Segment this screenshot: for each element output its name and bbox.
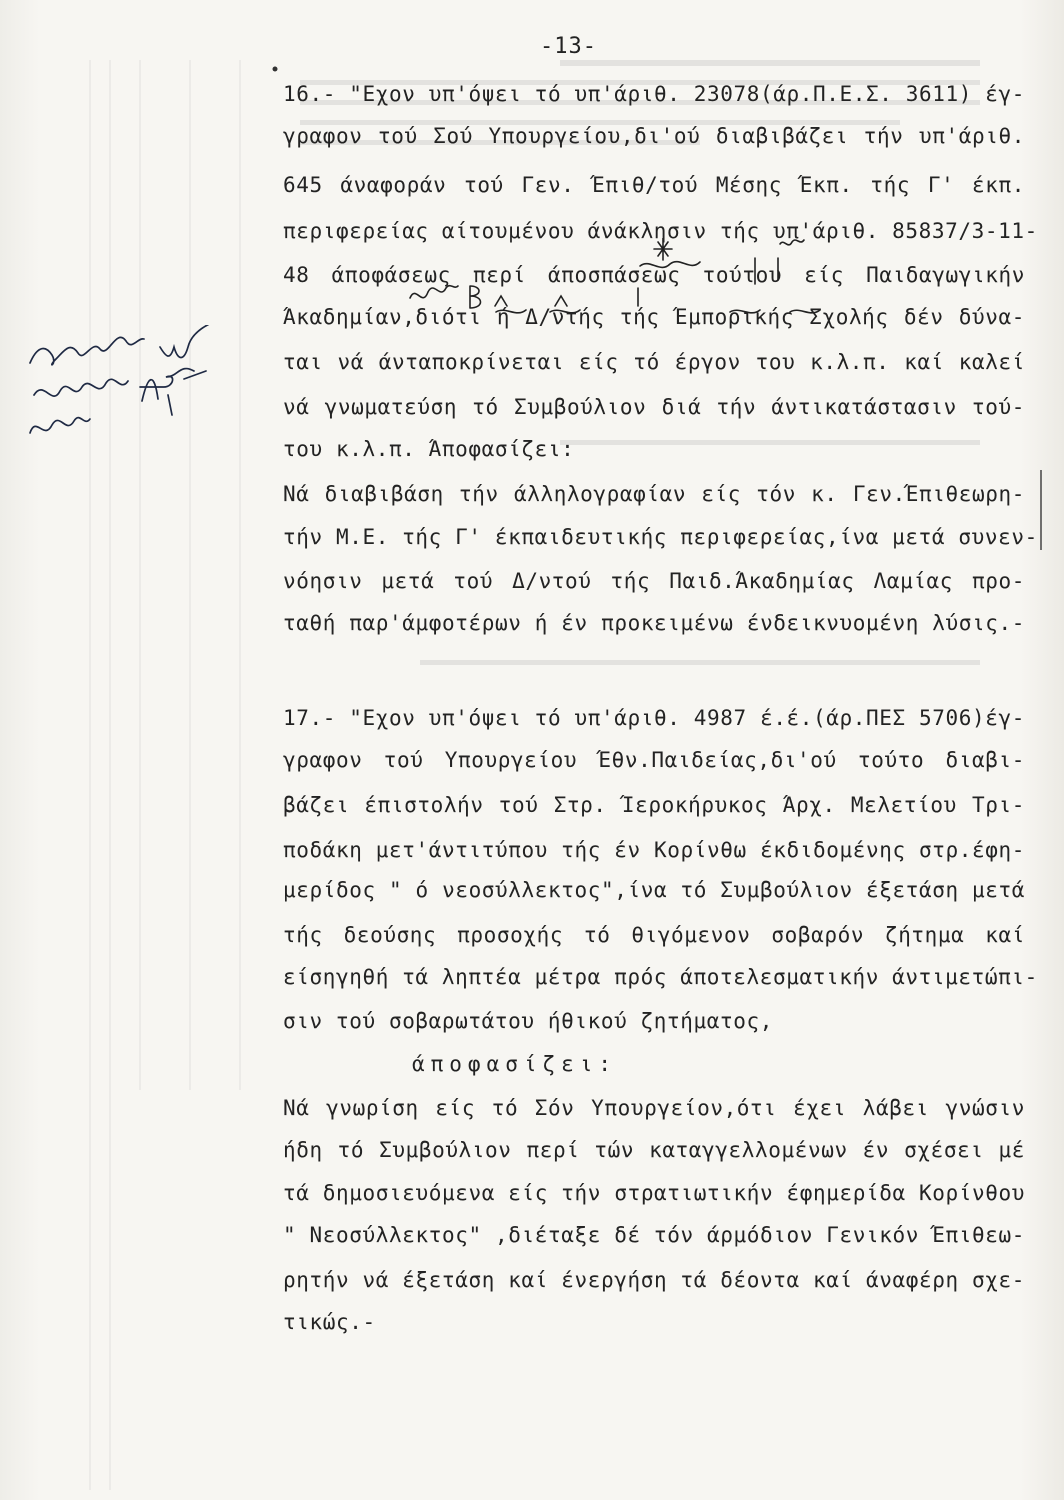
item-17-line: 17.- "Εχον υπ'όψει τό υπ'άριθ. 4987 έ.έ.(άρ.ΠΕΣ 5706)έγ- xyxy=(283,706,1025,730)
item-17-line: ποδάκη μετ'άντιτύπου τής έν Κορίνθω έκδιδομένης στρ.έφη- xyxy=(283,838,1025,862)
item-16-line: 16.- "Εχον υπ'όψει τό υπ'άριθ. 23078(άρ.Π.Ε.Σ. 3611) έγ- xyxy=(283,82,1025,106)
item-16-line: Νά διαβιβάση τήν άλληλογραφίαν είς τόν κ. Γεν.Έπιθεωρη- xyxy=(283,482,1025,506)
item-16-line: γραφον τού Σού Υπουργείου,δι'ού διαβιβάζει τήν υπ'άριθ. xyxy=(283,124,1025,148)
item-17-line: γραφον τού Υπουργείου Έθν.Παιδείας,δι'ού τούτο διαβι- xyxy=(283,748,1025,772)
item-17-decision-line: τά δημοσιευόμενα είς τήν στρατιωτικήν έφημερίδα Κορίνθου xyxy=(283,1181,1025,1205)
item-16-line: Άκαδημίαν,διότι ή Δ/ντής τής Έμπορικής Σχολής δέν δύνα- xyxy=(283,305,1025,329)
item-17-line: τής δεούσης προσοχής τό θιγόμενον σοβαρόν ζήτημα καί xyxy=(283,923,1025,947)
page-number: -13- xyxy=(540,34,597,59)
item-17-decision-line: ρητήν νά έξετάση καί ένεργήση τά δέοντα καί άναφέρη σχε- xyxy=(283,1268,1025,1292)
item-17-decision-line: ήδη τό Συμβούλιον περί τών καταγγελλομένων έν σχέσει μέ xyxy=(283,1138,1025,1162)
item-16-line: ται νά άνταποκρίνεται είς τό έργον του κ.λ.π. καί καλεί xyxy=(283,350,1025,374)
item-16-line: νόησιν μετά τού Δ/ντού τής Παιδ.Άκαδημίας Λαμίας προ- xyxy=(283,569,1025,593)
item-16-line: του κ.λ.π. Άποφασίζει: xyxy=(283,437,575,461)
item-17-decision-line: " Νεοσύλλεκτος" ,διέταξε δέ τόν άρμόδιον Γενικόν Έπιθεω- xyxy=(283,1223,1025,1247)
decision-heading: άποφασίζει: xyxy=(412,1052,618,1076)
item-17-decision-line: Νά γνωρίση είς τό Σόν Υπουργείον,ότι έχει λάβει γνώσιν xyxy=(283,1096,1025,1120)
handwritten-corrections xyxy=(400,238,830,338)
item-16-line: περιφερείας αίτουμένου άνάκλησιν τής υπ'άριθ. 85837/3-11- xyxy=(283,219,1038,243)
item-16-line: νά γνωματεύση τό Συμβούλιον διά τήν άντικατάστασιν τού- xyxy=(283,395,1025,419)
item-16-line: 48 άποφάσεως περί άποσπάσεως τούτου είς Παιδαγωγικήν xyxy=(283,263,1025,287)
handwritten-margin-note xyxy=(22,325,222,455)
ink-speck xyxy=(268,62,282,76)
item-17-decision-line: τικώς.- xyxy=(283,1310,376,1334)
item-16-line: ταθή παρ'άμφοτέρων ή έν προκειμένω ένδεικνυομένη λύσις.- xyxy=(283,611,1025,635)
item-17-line: βάζει έπιστολήν τού Στρ. Ίεροκήρυκος Άρχ. Μελετίου Τρι- xyxy=(283,793,1025,817)
item-17-line: είσηγηθή τά ληπτέα μέτρα πρός άποτελεσματικήν άντιμετώπι- xyxy=(283,965,1038,989)
item-16-line: 645 άναφοράν τού Γεν. Έπιθ/τού Μέσης Έκπ. τής Γ' έκπ. xyxy=(283,173,1025,197)
right-edge-mark xyxy=(1036,470,1046,550)
item-16-line: τήν Μ.Ε. τής Γ' έκπαιδευτικής περιφερείας,ίνα μετά συνεν- xyxy=(283,525,1038,549)
item-17-line: μερίδος " ό νεοσύλλεκτος",ίνα τό Συμβούλιον έξετάση μετά xyxy=(283,878,1025,902)
item-17-line: σιν τού σοβαρωτάτου ήθικού ζητήματος, xyxy=(283,1009,773,1033)
